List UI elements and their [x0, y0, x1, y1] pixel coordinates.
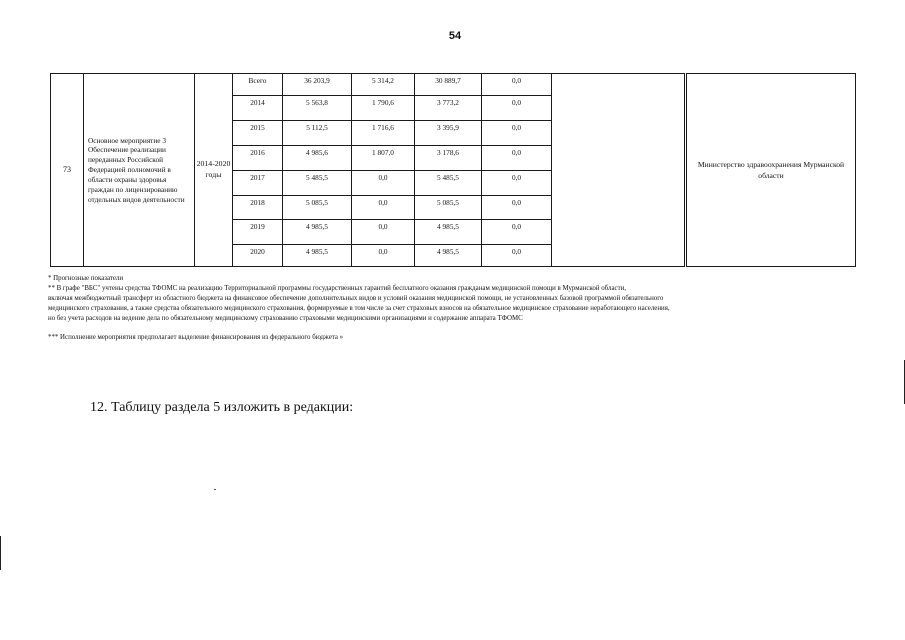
regional-budget-cell: 30 889,7 — [415, 74, 482, 96]
note-federal-budget: *** Исполнение мероприятия предполагает выделение финансирования из федерального бюджета » — [48, 334, 344, 341]
program-table — [50, 73, 856, 267]
note-forecast: * Прогнозные показатели — [48, 275, 124, 282]
total-cell: 5 485,5 — [283, 171, 352, 196]
other-sources-cell: 0,0 — [482, 96, 552, 121]
year-cell: Всего — [233, 74, 283, 96]
footnotes — [48, 274, 868, 343]
year-cell: 2019 — [233, 220, 283, 245]
year-cell: 2016 — [233, 146, 283, 171]
federal-budget-cell: 0,0 — [352, 245, 415, 267]
federal-budget-cell: 0,0 — [352, 171, 415, 196]
federal-budget-cell: 0,0 — [352, 196, 415, 220]
note-tfoms-line-2: включая межбюджетный трансферт из областного бюджета на финансовое обеспечение дополнительных видов и условий оказания медицинской помощи, не установленных базовой программой обязательного — [48, 295, 664, 302]
indicator-cell — [552, 74, 686, 267]
period-cell: 2014-2020 годы — [195, 74, 233, 267]
total-cell: 4 985,5 — [283, 220, 352, 245]
total-cell: 5 112,5 — [283, 121, 352, 146]
row-number-cell: 73 — [51, 74, 84, 267]
scan-speck — [214, 489, 216, 490]
total-cell: 5 085,5 — [283, 196, 352, 220]
federal-budget-cell: 5 314,2 — [352, 74, 415, 96]
executor-cell: Министерство здравоохранения Мурманской области — [686, 74, 856, 267]
total-cell: 4 985,6 — [283, 146, 352, 171]
regional-budget-cell: 3 395,9 — [415, 121, 482, 146]
other-sources-cell: 0,0 — [482, 171, 552, 196]
regional-budget-cell: 4 985,5 — [415, 245, 482, 267]
note-tfoms: ** В графе "ВБС" учтены средства ТФОМС на реализацию Территориальной программы государственных гарантий бесплатного оказания гражданам медицинской помощи в Мурманской области, — [48, 285, 626, 292]
note-tfoms-line-3: медицинского страхования, а также средства обязательного медицинского страхования, формируемые в том числе за счет страховых взносов на обязательное медицинское страхование неработающего населения, — [48, 305, 670, 312]
regional-budget-cell: 5 085,5 — [415, 196, 482, 220]
federal-budget-cell: 1 807,0 — [352, 146, 415, 171]
other-sources-cell: 0,0 — [482, 146, 552, 171]
federal-budget-cell: 0,0 — [352, 220, 415, 245]
federal-budget-cell: 1 716,6 — [352, 121, 415, 146]
other-sources-cell: 0,0 — [482, 121, 552, 146]
other-sources-cell: 0,0 — [482, 220, 552, 245]
other-sources-cell: 0,0 — [482, 74, 552, 96]
other-sources-cell: 0,0 — [482, 245, 552, 267]
activity-description-cell: Основное мероприятие 3 Обеспечение реализации переданных Российской Федерацией полномочий в области охраны здоровья граждан по лицензированию отдельных видов деятельности — [84, 74, 195, 267]
regional-budget-cell: 5 485,5 — [415, 171, 482, 196]
year-cell: 2020 — [233, 245, 283, 267]
regional-budget-cell: 3 178,6 — [415, 146, 482, 171]
other-sources-cell: 0,0 — [482, 196, 552, 220]
total-cell: 4 985,5 — [283, 245, 352, 267]
note-tfoms-line-4: но без учета расходов на ведение дела по обязательному медицинскому страхованию страховыми медицинскими организациями и содержание аппарата ТФОМС — [48, 315, 523, 322]
year-cell: 2017 — [233, 171, 283, 196]
regional-budget-cell: 3 773,2 — [415, 96, 482, 121]
year-cell: 2015 — [233, 121, 283, 146]
total-cell: 36 203,9 — [283, 74, 352, 96]
year-cell: 2014 — [233, 96, 283, 121]
federal-budget-cell: 1 790,6 — [352, 96, 415, 121]
total-cell: 5 563,8 — [283, 96, 352, 121]
page-number: 54 — [448, 30, 462, 42]
regional-budget-cell: 4 985,5 — [415, 220, 482, 245]
table-row — [51, 74, 856, 96]
year-cell: 2018 — [233, 196, 283, 220]
scan-edge-mark — [0, 536, 1, 570]
section-heading: 12. Таблицу раздела 5 изложить в редакции: — [90, 400, 354, 415]
